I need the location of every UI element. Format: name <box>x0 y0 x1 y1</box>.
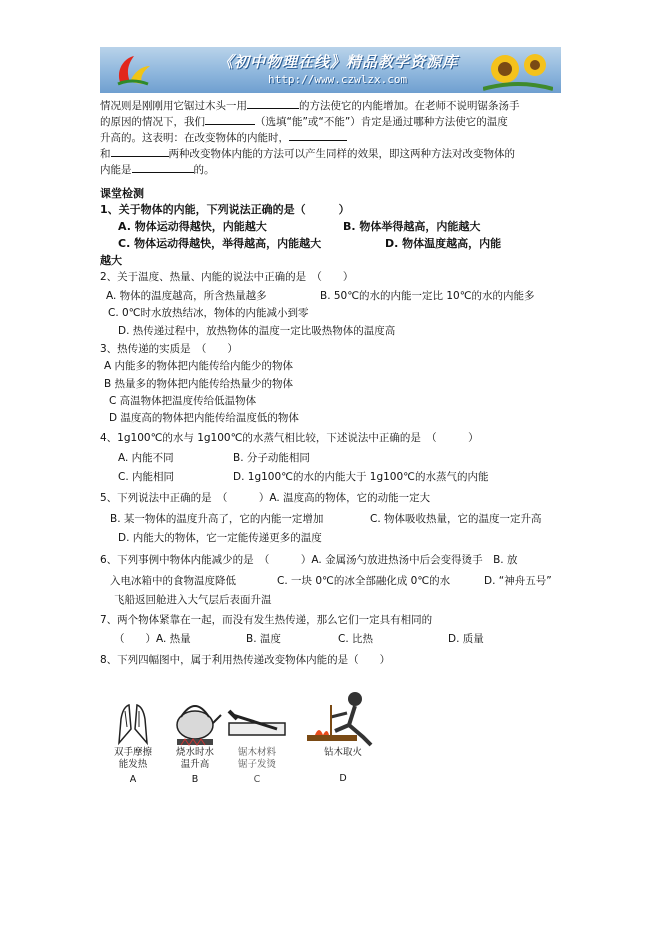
question-5: 5、下列说法中正确的是 （ ）A. 温度高的物体，它的动能一定大 <box>100 492 431 504</box>
intro-line-1 <box>100 97 520 114</box>
banner-url[interactable]: http://www.czwlzx.com <box>268 73 408 86</box>
logo-icon <box>112 52 152 88</box>
intro-text: 和 <box>100 148 111 160</box>
question-7: 7、两个物体紧靠在一起，而没有发生热传递，那么它们一定具有相同的 <box>100 614 433 626</box>
question-3: 3、热传递的实质是 （ ） <box>100 343 238 355</box>
question-6: 6、下列事例中物体内能减少的是 （ ）A. 金属汤勺放进热汤中后会变得烫手 B. 放 <box>100 554 518 566</box>
kettle-icon <box>167 695 223 747</box>
intro-text: 的方法使它的内能增加。在老师不说明锯条汤手 <box>299 100 520 112</box>
q3-option-d[interactable]: D 温度高的物体把内能传给温度低的物体 <box>109 412 299 424</box>
q7-option-c[interactable]: C. 比热 <box>338 633 374 645</box>
q4-option-b[interactable]: B. 分子动能相同 <box>233 452 310 464</box>
fill-blank[interactable] <box>111 145 169 157</box>
fire-drill-icon <box>301 687 383 749</box>
intro-text: 情况则是刚刚用它锯过木头一用 <box>100 100 247 112</box>
q4-option-a[interactable]: A. 内能不同 <box>118 452 174 464</box>
header-banner <box>100 47 561 93</box>
q5-option-c[interactable]: C. 物体吸收热量，它的温度一定升高 <box>370 513 542 525</box>
q6-option-d-cont: 飞船返回舱进入大气层后表面升温 <box>114 594 272 606</box>
q6-option-d[interactable]: D. “神舟五号” <box>484 575 552 587</box>
intro-line-4 <box>100 145 515 162</box>
q2-option-a[interactable]: A. 物体的温度越高，所含热量越多 <box>106 290 267 302</box>
fill-blank[interactable] <box>247 97 299 109</box>
question-8-figure <box>103 695 388 790</box>
intro-text: 的。 <box>193 164 215 176</box>
q7-option-a[interactable]: （ ）A. 热量 <box>114 633 191 645</box>
caption-a: 双手摩擦 能发热 A <box>113 747 152 785</box>
q2-option-b[interactable]: B. 50℃的水的内能一定比 10℃的水的内能多 <box>320 290 535 302</box>
banner-title: 《初中物理在线》精品教学资源库 <box>218 53 459 71</box>
fill-blank[interactable] <box>205 113 255 125</box>
q4-option-d[interactable]: D. 1g100℃的水的内能大于 1g100℃的水蒸气的内能 <box>233 471 489 483</box>
caption-d: 钻木取火 D <box>323 747 362 784</box>
q7-option-b[interactable]: B. 温度 <box>246 633 281 645</box>
q5-option-d[interactable]: D. 内能大的物体，它一定能传递更多的温度 <box>118 532 322 544</box>
caption-c: 锯木材料 锯子发烫 C <box>237 747 276 785</box>
intro-text: 内能是 <box>100 164 132 176</box>
q5-option-b[interactable]: B. 某一物体的温度升高了，它的内能一定增加 <box>110 513 324 525</box>
q1-option-d[interactable]: D. 物体温度越高，内能 <box>385 237 502 250</box>
q3-option-b[interactable]: B 热量多的物体把内能传给热量少的物体 <box>104 378 294 390</box>
q1-option-d-cont: 越大 <box>100 254 122 267</box>
intro-text: 的原因的情况下，我们 <box>100 116 205 128</box>
question-8: 8、下列四幅图中，属于利用热传递改变物体内能的是（ ） <box>100 654 391 666</box>
intro-text: 两种改变物体内能的方法可以产生同样的效果，即这两种方法对改变物体的 <box>168 148 515 160</box>
intro-line-3 <box>100 129 347 146</box>
saw-icon <box>227 705 287 745</box>
q2-option-c[interactable]: C. 0℃时水放热结冰，物体的内能减小到零 <box>108 307 309 319</box>
rubbing-hands-icon <box>109 699 157 747</box>
intro-text: 升高的。这表明：在改变物体的内能时， <box>100 132 289 144</box>
caption-b: 烧水时水 温升高 B <box>175 747 214 785</box>
sunflower-icon <box>483 49 553 91</box>
q1-option-c[interactable]: C. 物体运动得越快，举得越高，内能越大 <box>118 237 322 250</box>
fill-blank[interactable] <box>289 129 347 141</box>
q2-option-d[interactable]: D. 热传递过程中，放热物体的温度一定比吸热物体的温度高 <box>118 325 396 337</box>
intro-line-2 <box>100 113 508 130</box>
question-4: 4、1g100℃的水与 1g100℃的水蒸气相比较，下述说法中正确的是 （ ） <box>100 432 479 444</box>
q1-option-b[interactable]: B. 物体举得越高，内能越大 <box>343 220 481 233</box>
q3-option-a[interactable]: A 内能多的物体把内能传给内能少的物体 <box>104 360 294 372</box>
q6-option-b-cont[interactable]: 入电冰箱中的食物温度降低 <box>110 575 236 587</box>
q1-option-a[interactable]: A. 物体运动得越快，内能越大 <box>118 220 267 233</box>
q7-option-d[interactable]: D. 质量 <box>448 633 484 645</box>
intro-text: （选填“能”或“不能”）肯定是通过哪种方法使它的温度 <box>255 116 508 128</box>
q6-option-c[interactable]: C. 一块 0℃的冰全部融化成 0℃的水 <box>277 575 451 587</box>
question-1: 1、关于物体的内能，下列说法正确的是（ ） <box>100 203 350 216</box>
intro-line-5 <box>100 161 215 178</box>
q3-option-c[interactable]: C 高温物体把温度传给低温物体 <box>109 395 257 407</box>
section-title: 课堂检测 <box>100 187 144 200</box>
question-2: 2、关于温度、热量、内能的说法中正确的是 （ ） <box>100 271 354 283</box>
q4-option-c[interactable]: C. 内能相同 <box>118 471 175 483</box>
fill-blank[interactable] <box>132 161 194 173</box>
